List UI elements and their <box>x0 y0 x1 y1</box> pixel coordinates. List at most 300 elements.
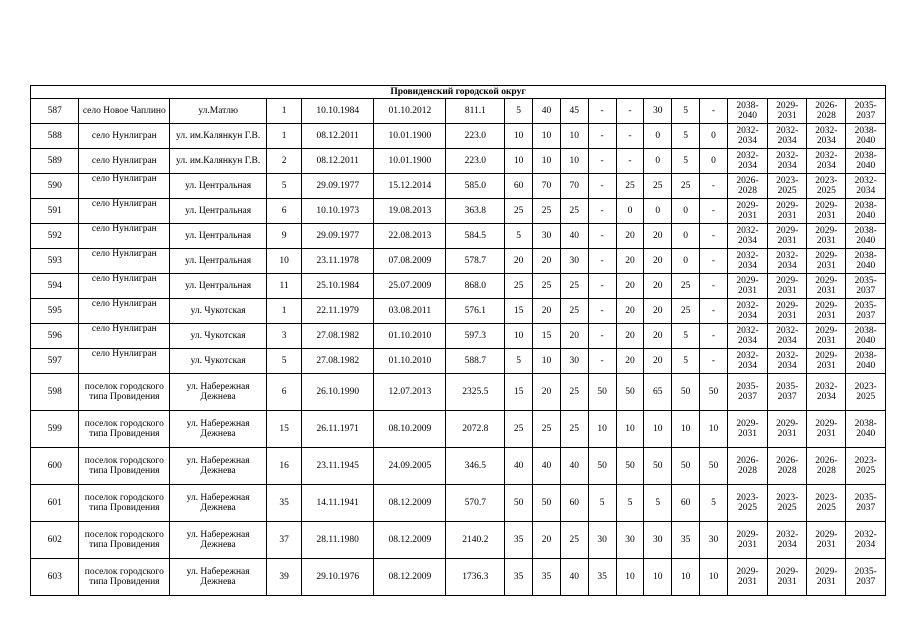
wear-4-cell: - <box>588 299 616 324</box>
period-1-cell: 2035-2037 <box>727 374 767 411</box>
table-row <box>31 99 886 124</box>
period-4-cell: 2038-2040 <box>846 411 886 448</box>
build-date-cell: 08.12.2011 <box>302 124 374 149</box>
period-1-cell: 2029-2031 <box>727 199 767 224</box>
street-cell: ул. Набережная Дежнева <box>170 485 267 522</box>
wear-8-cell: 10 <box>700 411 728 448</box>
area-cell: 1736.3 <box>446 559 505 596</box>
wear-4-cell: - <box>588 174 616 199</box>
wear-3-cell: 60 <box>560 485 588 522</box>
wear-2-cell: 20 <box>533 299 561 324</box>
survey-date-cell: 08.12.2009 <box>374 485 446 522</box>
settlement-cell: село Нунлигран <box>79 274 170 299</box>
period-4-cell: 2038-2040 <box>846 124 886 149</box>
survey-date-cell: 08.10.2009 <box>374 411 446 448</box>
wear-1-cell: 25 <box>505 199 533 224</box>
wear-7-cell: 25 <box>672 299 700 324</box>
survey-date-cell: 12.07.2013 <box>374 374 446 411</box>
period-2-cell: 2032-2034 <box>768 124 807 149</box>
wear-7-cell: 0 <box>672 249 700 274</box>
street-cell: ул. Чукотская <box>170 349 267 374</box>
survey-date-cell: 25.07.2009 <box>374 274 446 299</box>
street-cell: ул. Чукотская <box>170 324 267 349</box>
period-3-cell: 2029-2031 <box>807 299 846 324</box>
settlement-cell: поселок городского типа Провидения <box>79 448 170 485</box>
house-number-cell: 6 <box>267 199 302 224</box>
wear-8-cell: 30 <box>700 522 728 559</box>
settlement-cell: село Нунлигран <box>79 124 170 149</box>
wear-5-cell: 20 <box>616 299 644 324</box>
wear-5-cell: 50 <box>616 448 644 485</box>
period-3-cell: 2026-2028 <box>807 99 846 124</box>
build-date-cell: 23.11.1978 <box>302 249 374 274</box>
wear-6-cell: 10 <box>644 559 672 596</box>
row-number: 587 <box>31 99 79 124</box>
wear-8-cell: - <box>700 299 728 324</box>
period-3-cell: 2029-2031 <box>807 274 846 299</box>
period-4-cell: 2035-2037 <box>846 559 886 596</box>
settlement-cell: село Нунлигран <box>79 174 170 199</box>
wear-5-cell: 5 <box>616 485 644 522</box>
wear-4-cell: - <box>588 324 616 349</box>
wear-4-cell: - <box>588 149 616 174</box>
house-number-cell: 10 <box>267 249 302 274</box>
house-number-cell: 5 <box>267 174 302 199</box>
street-cell: ул. им.Калянкун Г.В. <box>170 124 267 149</box>
wear-5-cell: 30 <box>616 522 644 559</box>
survey-date-cell: 07.08.2009 <box>374 249 446 274</box>
table-row <box>31 174 886 199</box>
survey-date-cell: 01.10.2012 <box>374 99 446 124</box>
period-1-cell: 2032-2034 <box>727 349 767 374</box>
period-2-cell: 2032-2034 <box>768 249 807 274</box>
period-1-cell: 2032-2034 <box>727 299 767 324</box>
wear-5-cell: - <box>616 149 644 174</box>
wear-4-cell: 35 <box>588 559 616 596</box>
wear-5-cell: 0 <box>616 199 644 224</box>
wear-3-cell: 10 <box>560 124 588 149</box>
area-cell: 2325.5 <box>446 374 505 411</box>
period-2-cell: 2032-2034 <box>768 149 807 174</box>
build-date-cell: 14.11.1941 <box>302 485 374 522</box>
build-date-cell: 10.10.1984 <box>302 99 374 124</box>
wear-2-cell: 20 <box>533 249 561 274</box>
wear-2-cell: 20 <box>533 374 561 411</box>
wear-1-cell: 5 <box>505 99 533 124</box>
wear-2-cell: 25 <box>533 411 561 448</box>
wear-7-cell: 0 <box>672 224 700 249</box>
wear-3-cell: 25 <box>560 299 588 324</box>
build-date-cell: 08.12.2011 <box>302 149 374 174</box>
wear-3-cell: 40 <box>560 448 588 485</box>
wear-4-cell: 10 <box>588 411 616 448</box>
house-number-cell: 2 <box>267 149 302 174</box>
period-3-cell: 2023-2025 <box>807 174 846 199</box>
street-cell: ул. Набережная Дежнева <box>170 448 267 485</box>
period-3-cell: 2029-2031 <box>807 559 846 596</box>
period-3-cell: 2029-2031 <box>807 349 846 374</box>
wear-1-cell: 5 <box>505 224 533 249</box>
wear-4-cell: - <box>588 274 616 299</box>
period-1-cell: 2032-2034 <box>727 324 767 349</box>
wear-3-cell: 30 <box>560 349 588 374</box>
wear-6-cell: 25 <box>644 174 672 199</box>
wear-4-cell: - <box>588 199 616 224</box>
wear-5-cell: - <box>616 124 644 149</box>
area-cell: 585.0 <box>446 174 505 199</box>
wear-8-cell: - <box>700 274 728 299</box>
period-1-cell: 2029-2031 <box>727 559 767 596</box>
period-4-cell: 2038-2040 <box>846 349 886 374</box>
street-cell: ул.Матлю <box>170 99 267 124</box>
build-date-cell: 26.11.1971 <box>302 411 374 448</box>
street-cell: ул. Центральная <box>170 174 267 199</box>
table-row <box>31 349 886 374</box>
street-cell: ул. Набережная Дежнева <box>170 522 267 559</box>
wear-8-cell: - <box>700 249 728 274</box>
build-date-cell: 27.08.1982 <box>302 324 374 349</box>
table-row <box>31 448 886 485</box>
wear-4-cell: - <box>588 124 616 149</box>
period-1-cell: 2029-2031 <box>727 274 767 299</box>
house-number-cell: 11 <box>267 274 302 299</box>
wear-6-cell: 0 <box>644 149 672 174</box>
build-date-cell: 25.10.1984 <box>302 274 374 299</box>
settlement-cell: поселок городского типа Провидения <box>79 485 170 522</box>
wear-5-cell: 20 <box>616 274 644 299</box>
period-3-cell: 2029-2031 <box>807 522 846 559</box>
wear-7-cell: 5 <box>672 99 700 124</box>
wear-2-cell: 35 <box>533 559 561 596</box>
wear-1-cell: 35 <box>505 522 533 559</box>
wear-7-cell: 50 <box>672 374 700 411</box>
wear-1-cell: 50 <box>505 485 533 522</box>
wear-5-cell: 20 <box>616 324 644 349</box>
wear-3-cell: 45 <box>560 99 588 124</box>
wear-4-cell: 5 <box>588 485 616 522</box>
period-4-cell: 2038-2040 <box>846 149 886 174</box>
wear-5-cell: 10 <box>616 411 644 448</box>
period-4-cell: 2035-2037 <box>846 299 886 324</box>
wear-2-cell: 40 <box>533 448 561 485</box>
wear-8-cell: 50 <box>700 374 728 411</box>
wear-7-cell: 5 <box>672 149 700 174</box>
wear-1-cell: 20 <box>505 249 533 274</box>
area-cell: 2072.8 <box>446 411 505 448</box>
survey-date-cell: 19.08.2013 <box>374 199 446 224</box>
area-cell: 584.5 <box>446 224 505 249</box>
wear-8-cell: - <box>700 199 728 224</box>
wear-1-cell: 25 <box>505 274 533 299</box>
wear-5-cell: - <box>616 99 644 124</box>
row-number: 588 <box>31 124 79 149</box>
table-row <box>31 124 886 149</box>
period-4-cell: 2032-2034 <box>846 522 886 559</box>
wear-6-cell: 20 <box>644 299 672 324</box>
wear-4-cell: 30 <box>588 522 616 559</box>
wear-3-cell: 10 <box>560 149 588 174</box>
table-title-row <box>31 86 886 99</box>
period-2-cell: 2029-2031 <box>768 411 807 448</box>
table-title: Провиденский городской округ <box>31 86 886 99</box>
wear-6-cell: 50 <box>644 448 672 485</box>
period-2-cell: 2029-2031 <box>768 274 807 299</box>
period-3-cell: 2029-2031 <box>807 224 846 249</box>
wear-7-cell: 5 <box>672 324 700 349</box>
wear-6-cell: 20 <box>644 249 672 274</box>
period-2-cell: 2023-2025 <box>768 174 807 199</box>
area-cell: 363.8 <box>446 199 505 224</box>
period-1-cell: 2032-2034 <box>727 224 767 249</box>
survey-date-cell: 03.08.2011 <box>374 299 446 324</box>
wear-8-cell: 0 <box>700 149 728 174</box>
wear-3-cell: 25 <box>560 522 588 559</box>
wear-2-cell: 10 <box>533 124 561 149</box>
wear-3-cell: 70 <box>560 174 588 199</box>
period-4-cell: 2023-2025 <box>846 448 886 485</box>
street-cell: ул. Набережная Дежнева <box>170 559 267 596</box>
wear-6-cell: 20 <box>644 274 672 299</box>
wear-6-cell: 20 <box>644 224 672 249</box>
wear-3-cell: 25 <box>560 199 588 224</box>
build-date-cell: 28.11.1980 <box>302 522 374 559</box>
table-row <box>31 522 886 559</box>
period-1-cell: 2026-2028 <box>727 174 767 199</box>
row-number: 590 <box>31 174 79 199</box>
table-row <box>31 324 886 349</box>
house-number-cell: 6 <box>267 374 302 411</box>
wear-5-cell: 20 <box>616 249 644 274</box>
wear-1-cell: 40 <box>505 448 533 485</box>
build-date-cell: 29.09.1977 <box>302 174 374 199</box>
house-number-cell: 1 <box>267 299 302 324</box>
period-4-cell: 2038-2040 <box>846 224 886 249</box>
wear-8-cell: - <box>700 174 728 199</box>
wear-8-cell: 5 <box>700 485 728 522</box>
period-1-cell: 2026-2028 <box>727 448 767 485</box>
wear-1-cell: 5 <box>505 349 533 374</box>
wear-5-cell: 25 <box>616 174 644 199</box>
period-3-cell: 2029-2031 <box>807 411 846 448</box>
wear-7-cell: 10 <box>672 411 700 448</box>
period-2-cell: 2023-2025 <box>768 485 807 522</box>
period-4-cell: 2023-2025 <box>846 374 886 411</box>
row-number: 602 <box>31 522 79 559</box>
survey-date-cell: 24.09.2005 <box>374 448 446 485</box>
wear-2-cell: 70 <box>533 174 561 199</box>
table-row <box>31 149 886 174</box>
row-number: 593 <box>31 249 79 274</box>
period-3-cell: 2026-2028 <box>807 448 846 485</box>
period-2-cell: 2032-2034 <box>768 522 807 559</box>
house-number-cell: 39 <box>267 559 302 596</box>
area-cell: 578.7 <box>446 249 505 274</box>
wear-6-cell: 65 <box>644 374 672 411</box>
house-number-cell: 1 <box>267 99 302 124</box>
street-cell: ул. Центральная <box>170 274 267 299</box>
table-row <box>31 274 886 299</box>
table-row <box>31 224 886 249</box>
wear-1-cell: 10 <box>505 124 533 149</box>
wear-4-cell: - <box>588 249 616 274</box>
street-cell: ул. Центральная <box>170 224 267 249</box>
area-cell: 223.0 <box>446 124 505 149</box>
period-2-cell: 2035-2037 <box>768 374 807 411</box>
wear-8-cell: 0 <box>700 124 728 149</box>
house-number-cell: 9 <box>267 224 302 249</box>
settlement-cell: село Нунлигран <box>79 349 170 374</box>
period-3-cell: 2029-2031 <box>807 324 846 349</box>
period-1-cell: 2029-2031 <box>727 411 767 448</box>
wear-4-cell: - <box>588 99 616 124</box>
wear-6-cell: 20 <box>644 349 672 374</box>
period-3-cell: 2029-2031 <box>807 249 846 274</box>
table-row <box>31 374 886 411</box>
street-cell: ул. Чукотская <box>170 299 267 324</box>
build-date-cell: 10.10.1973 <box>302 199 374 224</box>
period-2-cell: 2032-2034 <box>768 324 807 349</box>
wear-1-cell: 60 <box>505 174 533 199</box>
wear-2-cell: 20 <box>533 522 561 559</box>
period-1-cell: 2032-2034 <box>727 249 767 274</box>
settlement-cell: село Нунлигран <box>79 249 170 274</box>
settlement-cell: поселок городского типа Провидения <box>79 374 170 411</box>
wear-2-cell: 25 <box>533 274 561 299</box>
period-1-cell: 2023-2025 <box>727 485 767 522</box>
house-number-cell: 1 <box>267 124 302 149</box>
wear-5-cell: 20 <box>616 224 644 249</box>
settlement-cell: село Нунлигран <box>79 199 170 224</box>
wear-6-cell: 10 <box>644 411 672 448</box>
table-row <box>31 299 886 324</box>
street-cell: ул. Набережная Дежнева <box>170 374 267 411</box>
wear-4-cell: 50 <box>588 448 616 485</box>
wear-8-cell: - <box>700 99 728 124</box>
street-cell: ул. Центральная <box>170 249 267 274</box>
settlement-cell: село Нунлигран <box>79 149 170 174</box>
survey-date-cell: 15.12.2014 <box>374 174 446 199</box>
period-3-cell: 2032-2034 <box>807 124 846 149</box>
wear-1-cell: 25 <box>505 411 533 448</box>
wear-2-cell: 30 <box>533 224 561 249</box>
wear-6-cell: 0 <box>644 199 672 224</box>
wear-7-cell: 5 <box>672 124 700 149</box>
wear-8-cell: - <box>700 349 728 374</box>
survey-date-cell: 01.10.2010 <box>374 349 446 374</box>
wear-3-cell: 20 <box>560 324 588 349</box>
row-number: 603 <box>31 559 79 596</box>
wear-4-cell: - <box>588 349 616 374</box>
wear-5-cell: 10 <box>616 559 644 596</box>
wear-2-cell: 10 <box>533 349 561 374</box>
wear-3-cell: 25 <box>560 274 588 299</box>
street-cell: ул. Центральная <box>170 199 267 224</box>
wear-6-cell: 5 <box>644 485 672 522</box>
wear-8-cell: 50 <box>700 448 728 485</box>
area-cell: 811.1 <box>446 99 505 124</box>
survey-date-cell: 10.01.1900 <box>374 124 446 149</box>
table-row <box>31 411 886 448</box>
wear-7-cell: 10 <box>672 559 700 596</box>
build-date-cell: 29.10.1976 <box>302 559 374 596</box>
wear-7-cell: 5 <box>672 349 700 374</box>
house-number-cell: 35 <box>267 485 302 522</box>
row-number: 596 <box>31 324 79 349</box>
area-cell: 223.0 <box>446 149 505 174</box>
wear-2-cell: 40 <box>533 99 561 124</box>
area-cell: 2140.2 <box>446 522 505 559</box>
table-row <box>31 485 886 522</box>
wear-4-cell: - <box>588 224 616 249</box>
period-1-cell: 2032-2034 <box>727 124 767 149</box>
area-cell: 346.5 <box>446 448 505 485</box>
wear-1-cell: 15 <box>505 299 533 324</box>
period-2-cell: 2029-2031 <box>768 199 807 224</box>
wear-8-cell: - <box>700 224 728 249</box>
settlement-cell: поселок городского типа Провидения <box>79 559 170 596</box>
area-cell: 576.1 <box>446 299 505 324</box>
wear-2-cell: 25 <box>533 199 561 224</box>
period-3-cell: 2029-2031 <box>807 199 846 224</box>
wear-7-cell: 35 <box>672 522 700 559</box>
build-date-cell: 29.09.1977 <box>302 224 374 249</box>
area-cell: 597.3 <box>446 324 505 349</box>
survey-date-cell: 10.01.1900 <box>374 149 446 174</box>
settlement-cell: село Новое Чаплино <box>79 99 170 124</box>
period-2-cell: 2026-2028 <box>768 448 807 485</box>
period-4-cell: 2038-2040 <box>846 249 886 274</box>
build-date-cell: 27.08.1982 <box>302 349 374 374</box>
row-number: 600 <box>31 448 79 485</box>
settlement-cell: село Нунлигран <box>79 224 170 249</box>
wear-8-cell: - <box>700 324 728 349</box>
area-cell: 570.7 <box>446 485 505 522</box>
wear-7-cell: 25 <box>672 174 700 199</box>
survey-date-cell: 08.12.2009 <box>374 522 446 559</box>
period-4-cell: 2032-2034 <box>846 174 886 199</box>
survey-date-cell: 01.10.2010 <box>374 324 446 349</box>
period-4-cell: 2035-2037 <box>846 274 886 299</box>
row-number: 601 <box>31 485 79 522</box>
street-cell: ул. им.Калянкун Г.В. <box>170 149 267 174</box>
build-date-cell: 22.11.1979 <box>302 299 374 324</box>
row-number: 594 <box>31 274 79 299</box>
period-4-cell: 2038-2040 <box>846 199 886 224</box>
row-number: 597 <box>31 349 79 374</box>
period-4-cell: 2035-2037 <box>846 485 886 522</box>
wear-6-cell: 0 <box>644 124 672 149</box>
table-row <box>31 199 886 224</box>
settlement-cell: поселок городского типа Провидения <box>79 522 170 559</box>
row-number: 599 <box>31 411 79 448</box>
wear-2-cell: 15 <box>533 324 561 349</box>
area-cell: 868.0 <box>446 274 505 299</box>
wear-2-cell: 50 <box>533 485 561 522</box>
table-row <box>31 559 886 596</box>
period-3-cell: 2032-2034 <box>807 374 846 411</box>
house-number-cell: 37 <box>267 522 302 559</box>
table-row <box>31 249 886 274</box>
wear-7-cell: 50 <box>672 448 700 485</box>
wear-6-cell: 30 <box>644 99 672 124</box>
wear-3-cell: 25 <box>560 411 588 448</box>
house-number-cell: 16 <box>267 448 302 485</box>
wear-6-cell: 30 <box>644 522 672 559</box>
period-2-cell: 2029-2031 <box>768 299 807 324</box>
build-date-cell: 23.11.1945 <box>302 448 374 485</box>
wear-2-cell: 10 <box>533 149 561 174</box>
row-number: 589 <box>31 149 79 174</box>
